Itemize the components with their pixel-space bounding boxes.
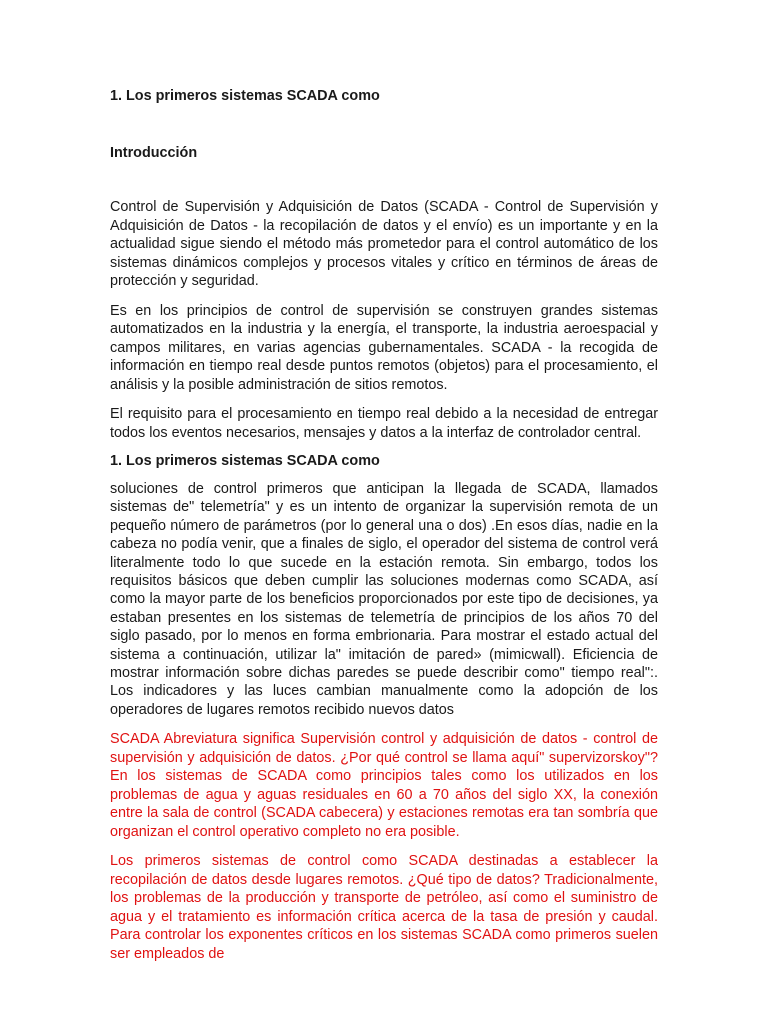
highlighted-paragraph-2: Los primeros sistemas de control como SCADA destinadas a establecer la recopilación de datos desde lugares remotos. ¿Qué tipo de datos? Tradicionalmente, los problemas de la producción y transporte de petróleo, así como el suministro de agua y el tratamiento es información crítica acerca de la tasa de presión y caudal. Para controlar los exponentes críticos en los sistemas SCADA como primeros suelen ser empleados de: [110, 853, 658, 962]
intro-paragraph-1: Control de Supervisión y Adquisición de Datos (SCADA - Control de Supervisión y Adquisición de Datos - la recopilación de datos y el envío) es un importante y en la actualidad sigue siendo el método más prometedor para el control automático de los sistemas dinámicos complejos y procesos vitales y crítico en términos de áreas de protección y seguridad.: [110, 199, 658, 289]
highlighted-paragraph-1: SCADA Abreviatura significa Supervisión control y adquisición de datos - control de supervisión y adquisición de datos. ¿Por qué control se llama aquí" supervizorskoy"? En los sistemas de SCADA como principios tales como los utilizados en los problemas de agua y aguas residuales en 60 a 70 años del siglo XX, la conexión entre la sala de control (SCADA cabecera) y estaciones remotas era tan sombría que organizan el control operativo completo no era posible.: [110, 731, 658, 840]
introduction-heading: Introducción: [110, 145, 198, 161]
intro-paragraph-3: El requisito para el procesamiento en tiempo real debido a la necesidad de entregar todos los eventos necesarios, mensajes y datos a la interfaz de controlador central.: [110, 406, 658, 441]
intro-paragraph-2: Es en los principios de control de supervisión se construyen grandes sistemas automatizados en la industria y la energía, el transporte, la industria aeroespacial y campos militares, en varias agencias gubernamentales. SCADA - la recogida de información en tiempo real desde puntos remotos (objetos) para el procesamiento, el análisis y la posible administración de sitios remotos.: [110, 302, 658, 393]
document-title: 1. Los primeros sistemas SCADA como: [110, 88, 380, 104]
section-heading: 1. Los primeros sistemas SCADA como: [110, 453, 380, 469]
document-page: [110, 86, 658, 963]
section-paragraph: soluciones de control primeros que anticipan la llegada de SCADA, llamados sistemas de" telemetría" y es un intento de organizar la supervisión remota de un pequeño número de parámetros (por lo general una o dos) .En esos días, nadie en la cabeza no podía venir, que a finales de siglo, el operador del sistema de control verá literalmente todo lo que sucede en la estación remota. Sin embargo, todos los requisitos básicos que deben cumplir las soluciones modernas como SCADA, así como la mayor parte de los beneficios proporcionados por este tipo de decisiones, ya estaban presentes en los sistemas de telemetría de principios de los años 70 del siglo pasado, por lo menos en forma embrionaria. Para mostrar el estado actual del sistema a continuación, utilizar la" imitación de pared» (mimicwall). Eficiencia de mostrar información sobre dichas paredes se puede describir como" tiempo real":. Los indicadores y las luces cambian manualmente como la adopción de los operadores de lugares remotos recibido nuevos datos: [110, 481, 658, 718]
